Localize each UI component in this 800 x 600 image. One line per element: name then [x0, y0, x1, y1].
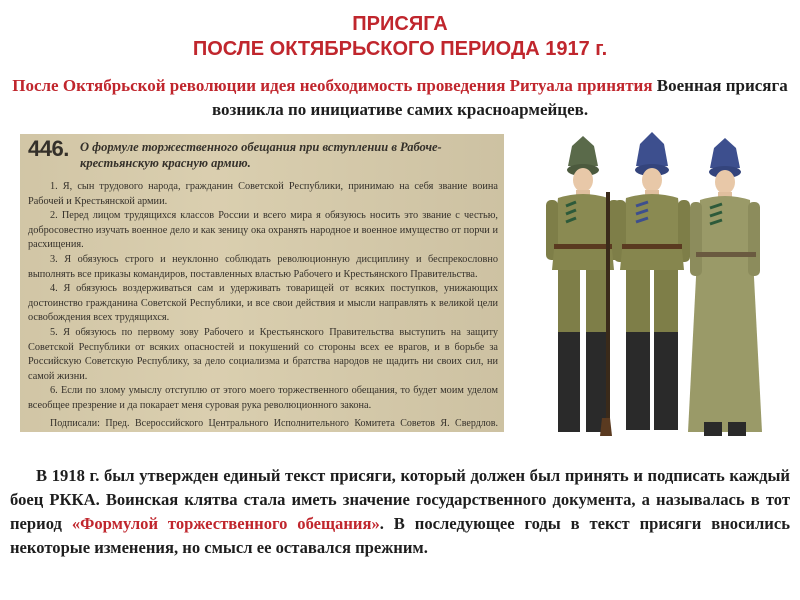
document-number: 446. — [28, 136, 69, 161]
bottom-paragraph — [10, 464, 790, 560]
oath-clause-6: 6. Если по злому умыслу отступлю от этого моего торжественного обещания, то будет моим уделом всеобщее презрение и да покарает меня суровая рука революционного закона. — [28, 385, 498, 411]
title-line-2: ПОСЛЕ ОКТЯБРЬСКОГО ПЕРИОДА 1917 г. — [192, 38, 608, 60]
soldier-left — [546, 136, 620, 436]
bottom-text-1: В 1918 г. был утвержден единый текст присяги, который должен был принять и подписать каждый боец РККА. Воинская клятва стала иметь значение государственного документа, а называлась в тот период — [10, 466, 790, 533]
oath-document-scan — [20, 134, 504, 432]
oath-clause-3: 3. Я обязуюсь строго и неуклонно соблюдать революционную дисциплину и беспрекословно выполнять все приказы командиров, поставленных властью Рабочего и Крестьянского Правительства. — [28, 253, 498, 280]
intro-text: Военная присяга возникла по инициативе самих красноармейцев. — [211, 76, 788, 119]
oath-clause-5: 5. Я обязуюсь по первому зову Рабочего и Крестьянского Правительства выступить на защиту Советской Республики от всяких опасностей и покушений со стороны всех ее врагов, и в борьбе за Российскую Советскую Республику, за дело социализма и братства народов не щадить ни своих сил, ни самой жизни. — [28, 326, 498, 382]
document-header — [28, 136, 498, 176]
bottom-highlight: «Формулой торжественного обещания» — [71, 514, 380, 533]
oath-clause-4: 4. Я обязуюсь воздерживаться сам и удерживать товарищей от всяких поступков, унижающих достоинство гражданина Советской Республики, и все свои действия и мысли направлять к великой цели освобождения всех трудящихся. — [28, 283, 498, 324]
intro-highlight: После Октябрьской революции идея необходимость проведения Ритуала принятия — [12, 76, 653, 95]
document-heading: О формуле торжественного обещания при вступлении в Рабоче-крестьянскую красную армию. — [80, 140, 442, 170]
intro-paragraph — [10, 74, 790, 122]
soldier-middle — [614, 132, 690, 430]
title-line-1: ПРИСЯГА — [352, 13, 448, 35]
oath-clause-1: 1. Я, сын трудового народа, гражданин Советской Республики, принимаю на себя звание воина Рабочей и Крестьянской армии. — [28, 181, 498, 207]
soldier-right — [688, 138, 762, 436]
oath-clause-2: 2. Перед лицом трудящихся классов России и всего мира я обязуюсь носить это звание с честью, добросовестно изучать военное дело и как зеницу ока охранять народное и военное имущество от порчи и расхищения. — [28, 210, 498, 251]
bottom-text-2: . В последующее годы в текст присяги вносились некоторые изменения, но смысл ее оставался прежним. — [10, 514, 791, 557]
document-signature: Подписали: Пред. Всероссийского Центрального Исполнительного Комитета Советов Я. Свердлов. — [50, 417, 498, 429]
document-body — [28, 180, 498, 432]
slide-title — [0, 12, 800, 62]
red-army-soldiers-illustration — [528, 132, 796, 457]
